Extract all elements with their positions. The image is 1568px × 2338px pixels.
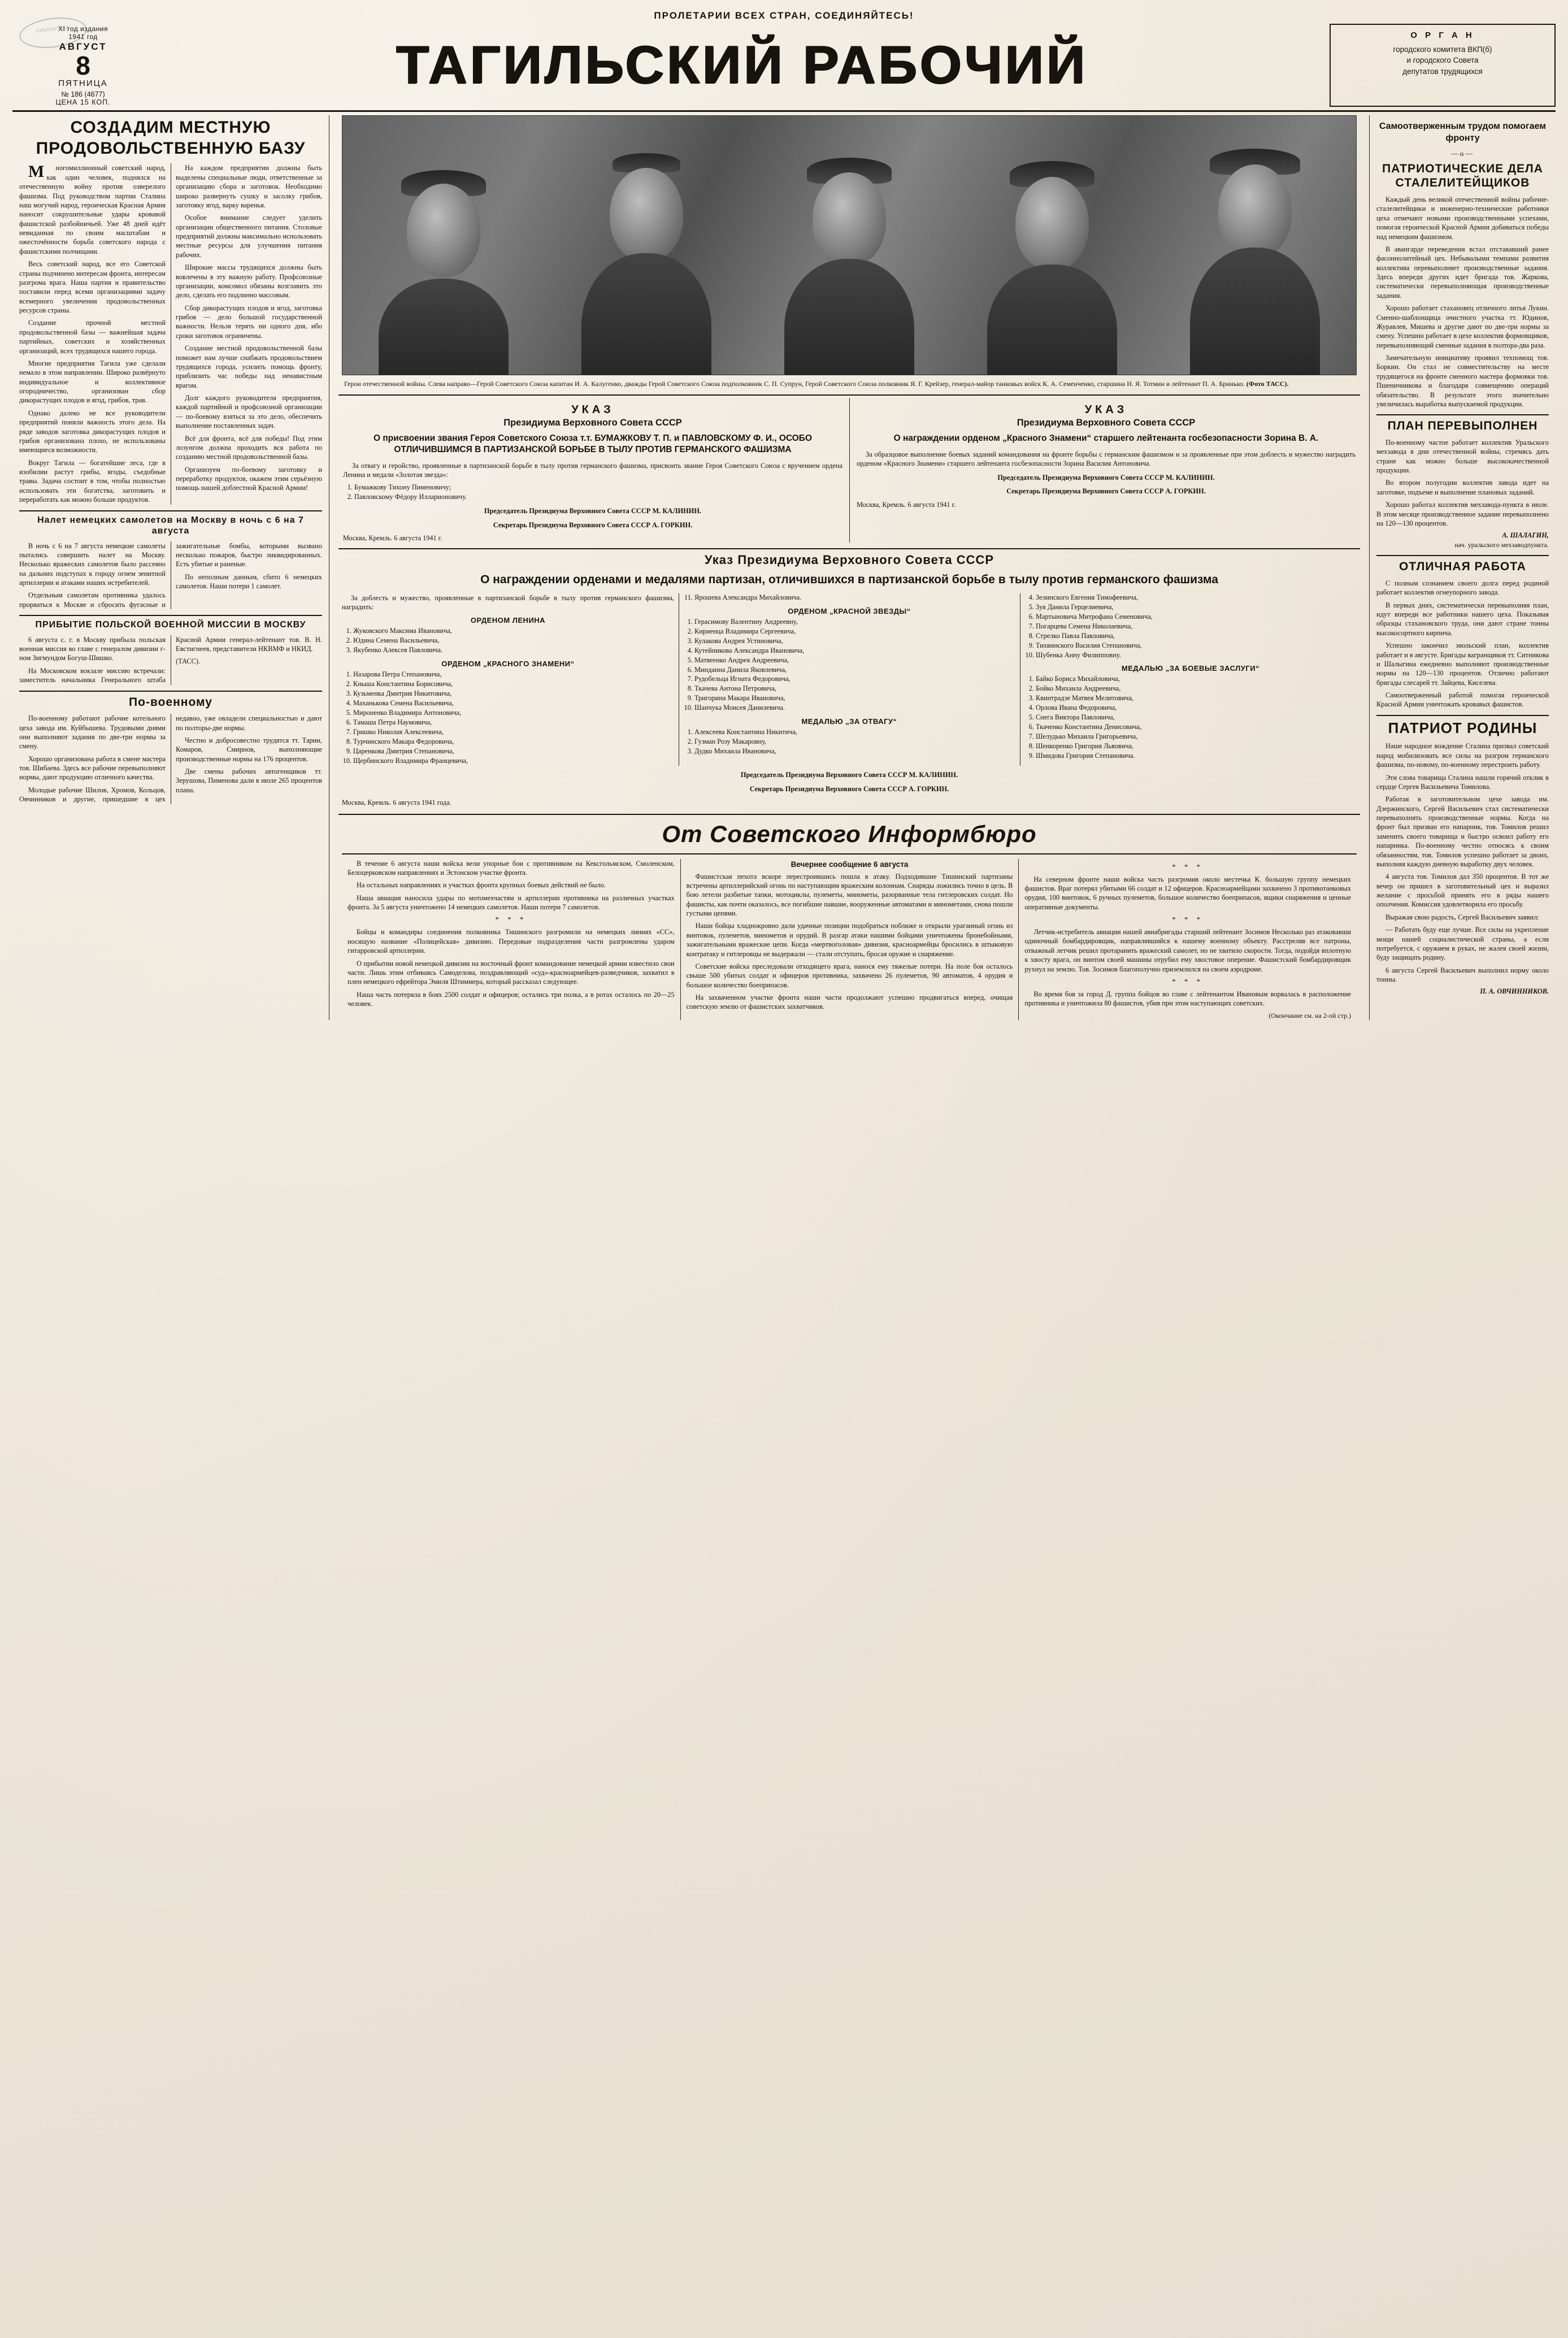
decree2-headline: О награждении орденом „Красного Знамени“ старшего лейтенанта госбезопасности Зорина В. А. [893,433,1319,443]
decree3-name: 10. Шубенка Анну Филипповну. [1036,651,1357,660]
heroes-photo-wrap [336,115,1362,389]
sovinform-paragraph: Бойцы и командиры соединения полковника Тишинского разгромили на немецких линиях «СС», носящую название «Полицейская» дивизию. Передовые подразделения части разгромлены ударом гитарровской артиллерии. [348,928,675,955]
decree3-name: 4. Орлова Ивана Федоровича, [1036,704,1357,713]
steelworkers-headline: ПАТРИОТИЧЕСКИЕ ДЕЛА СТАЛЕЛИТЕЙЩИКОВ [1382,162,1543,190]
decree2-body: За образцовое выполнение боевых заданий командования на фронте борьбы с германским фашизмом и за проявленные при этом доблесть и мужество наградить орденом «Красного Знамени» старшего лейтенанта госбезопасности Зорина Василия Антоновича. [857,450,1356,468]
masthead-date-block [12,24,154,107]
plan-paragraph: По-военному частое работает коллектив Уральского мехзавода в дни отечественной войны, стремясь дать стране как можно больше высококачественной продукции. [1376,438,1549,475]
decree3-name: 8. Турчинского Макара Федоровича, [353,738,674,747]
decree3-name: 9. Царенкова Дмитрия Степановича, [353,747,674,756]
patriot-paragraph: 4 августа тов. Томилов дал 350 процентов. В тот же вечер он пришел в заготовительный цех и выразил желание с просьбой принять его в ряды нашего ополчения. Комиссия удовлетворила его просьбу. [1376,873,1549,909]
decree1-name: 1. Бумажкову Тихону Пименовичу; [354,483,842,492]
sovinform-paragraph: Советские войска преследовали отходящего врага, нанося ему тяжелые потери. На поле боя осталось свыше 500 убитых солдат и офицеров противника, захвачено 26 пулеметов, 90 автоматов, 4 орудия и большое количество боеприпасов. [686,962,1013,989]
decree2-place: Москва, Кремль. 6 августа 1941 г. [857,501,956,509]
plan-byline: А. ШАЛАГИН, [1502,531,1549,540]
sovinformburo-section [336,821,1362,1020]
decree3-name: 3. Дудко Михаила Ивановича, [694,747,1015,756]
editorial-paragraph: Создание прочной местной продовольственной базы — важнейшая задача партийных, советских и хозяйственных организаций, всех трудящихся нашего города. [19,319,166,355]
decree3-group-names [683,618,1015,713]
masthead-month: АВГУСТ [59,41,107,53]
proletarians-slogan: ПРОЛЕТАРИИ ВСЕХ СТРАН, СОЕДИНЯЙТЕСЬ! [654,10,914,21]
decree3-name: 3. Кулакова Андрея Устиновича, [694,637,1015,646]
editorial-paragraph: Многомиллионный советский народ, как один человек, поднялся на отечественную войну против озверелого фашизма. Под руководством партии Сталина наш могучий народ, героическая Красная Армия наносит сокрушительные удары кровавой фашистской разбойничьей. Уже 48 дней идёт невиданная по своим масштабам и ожесточённости борьба советского народа с фашистскими полчищами. [19,162,166,255]
sovinform-separator: * * * [1172,977,1204,986]
decree1-place: Москва, Кремль. 6 августа 1941 г. [343,534,442,543]
sovinform-separator: * * * [495,915,527,924]
polish-mission-paragraph: 6 августа с. г. в Москву прибыла польская военная миссия во главе с генералом дивизии г-ном Зигмундом Богуш-Шишко. [19,635,166,662]
po-voennomu-paragraph: Молодые рабочие Шилов, Хромов, Кольцов, Овчинников и другие, пришедшие в цех недавно, уже овладели специальностью и дают по полторы-две нормы. [19,714,322,804]
polish-mission-paragraph: На Московском вокзале миссию встречали: заместитель начальника Генерального штаба Красной Армии генерал-лейтенант тов. В. Н. Евстигнеев, представители НКВМФ и НКИД. [19,635,322,684]
patriot-headline: ПАТРИОТ РОДИНЫ [1388,719,1537,736]
decree3-name: 9. Шмидова Григория Степановича. [1036,752,1357,761]
air-raid-paragraph: По неполным данным, сбито 6 немецких самолетов. Наши потери 1 самолет. [176,572,322,591]
sovinform-paragraph: Во время боя за город Д. группа бойцов во главе с лейтенантом Ивановым ворвалась в расположение противника и уничтожила 80 фашистов, убив при этом наступающих советских. [1024,990,1352,1008]
plan-paragraph: Во втором полугодии коллектив завода идет на заготовке, подъеме и выполнение плановых заданий. [1376,479,1549,496]
masthead-day: 8 [76,51,90,81]
decree3-name: 1. Жуковского Максима Ивановича, [353,627,674,636]
plan-paragraph: Хорошо работал коллектив мехзавода-пункта в июле. В этом месяце производственное задание перевыполнено на 120—130 процентов. [1376,501,1549,527]
decree3-name: 2. Бойко Михаила Андреевича, [1036,684,1357,693]
steelworkers-paragraph: Каждый день великой отечественной войны рабочие-сталелитейщики и инженерно-технические работники цеха отмечают новыми производственными успехами, помогая героической Красной Армии добиваться победы над немецким фашизмом. [1376,196,1549,241]
excellent-work-paragraph: Успешно закончил июльский план, коллектив работает и в августе. Бригады вагранщиков тт. Ситникова и Шалыгина ежедневно выполняют производственные нормы на 120—130 процентов. Отлично работают бригады слесарей тт. Зайцева, Киселева. [1376,641,1549,687]
decree1-sign-secretary: Секретарь Президиума Верховного Совета СССР А. ГОРКИН. [493,520,693,529]
left-column [12,115,329,1020]
editorial-paragraph: Сбор дикорастущих плодов и ягод, заготовка грибов — дело большой государственной важности. Нельзя терять ни одного дня, ибо сроки заготовок ограничены. [176,303,322,340]
sovinform-paragraph: На остальных направлениях и участках фронта крупных боевых действий не было. [357,881,606,890]
decree3-headline: О награждении орденами и медалями партизан, отличившихся в партизанской борьбе в тылу против германского фашизма [480,573,1218,587]
decree3-group-title: ОРДЕНОМ „КРАСНОЙ ЗВЕЗДЫ“ [788,606,911,615]
editorial-paragraph: Особое внимание следует уделить организации общественного питания. Столовые предприятий должны максимально использовать местные ресурсы для улучшения питания рабочих. [176,214,322,259]
sovinform-paragraph: Наша авиация наносила удары по мотомехчастям и артиллерии противника на различных участках фронта. За 5 августа уничтожено 14 немецких самолетов. Наши потери 7 самолетов. [348,893,675,912]
air-raid-paragraph: В ночь с 6 на 7 августа немецкие самолеты пытались совершить налет на Москву. Несколько вражеских самолетов было рассеяно на дальних подступах к городу огнем зенитной артиллерии и атаками наших истребителей. [19,541,166,587]
editorial-paragraph: Долг каждого руководителя предприятия, каждой партийной и профсоюзной организации — по-боевому взяться за это дело, обеспечить выполнение поставленных задач. [176,394,322,430]
decree3-group-names [342,627,674,655]
excellent-work-paragraph: Самоотверженный работой помогая героической Красной Армии уничтожать кровавых фашистов. [1376,691,1549,709]
masthead-weekday: ПЯТНИЦА [58,79,108,89]
steelworkers-paragraph: Хорошо работает стахановец отличного литья Лукин. Сменно-шаблонщица очистного участка тт. Юдинов, Журавлев, Мишева и другие дают по две-три нормы за смену. Успешно работает в цехе коллектив формовщиков, перевыполняющий сменные задания в полтора-два раза. [1376,304,1549,349]
photo-grain [342,116,1356,375]
decree3-group-title: ОРДЕНОМ ЛЕНИНА [470,616,546,625]
photo-caption-text: Герои отечественной войны. Слева направо—Герой Советского Союза капитан И. А. Калугенко, дважды Герой Советского Союза подполковник С. П. Супрун, Герой Советского Союза полковник Я. Г. Крейзер, генерал-майор танковых войск К. А. Семенченко, старшина Н. Я. Тотмин и лейтенант П. А. Бринько. [344,380,1245,388]
po-voennomu-paragraph: По-военному работают рабочие котельного цеха завода им. Куйбышева. Трудовыми днями они выполняют задания по две-три нормы за смену. [19,714,166,751]
decree3-lists [342,593,1357,766]
sovinform-continuation: (Окончание см. на 2-ой стр.) [1269,1011,1352,1020]
decree3-name: 5. Матвеенко Андрея Андреевича, [694,656,1015,665]
editorial-paragraph: Всё для фронта, всё для победы! Под этим лозунгом должна проходить вся работа по созданию местной продовольственной базы. [176,434,322,461]
decree3-intro: За доблесть и мужество, проявленные в партизанской борьбе в тылу против германского фашизма, наградить: [342,593,674,611]
decree3-name: 6. Минданна Данила Яковлевича, [694,666,1015,675]
steelworkers-paragraph: В авангарде переведения встал отстававший ранее фасоннолитейный цех. Небывалыми темпами развития коллектива перевыполняет производственные задания. Здесь впереди других идет бригада тов. Жаркова, систематически перевыполняющая производственные задания. [1376,245,1549,300]
editorial-paragraph: На каждом предприятии должны быть выделены специальные люди, ответственные за организацию сбора и заготовок. Необходимо широко развернуть сушку и засолку грибов, заготовку ягод, варку варенья. [176,164,322,209]
sovinform-paragraph: О прибытии новой немецкой дивизии на восточный фронт командование немецкой армии известило свои части. Лишь этим отбиваясь Самоделова, поздравляющий «суд»-красноармейцев-разведчиков, захватил в плен немецкого ефрейтора Эмиля Штиммера, который рассказал следующее. [348,959,675,986]
decree3-name: 9. Тригорина Макара Ивановича, [694,694,1015,703]
decree3-group-names [1024,675,1357,761]
masthead [12,24,1556,112]
excellent-work-headline: ОТЛИЧНАЯ РАБОТА [1399,560,1526,574]
sovinform-separator: * * * [1172,915,1204,924]
decree3-name: 2. Кныша Константина Борисовича, [353,680,674,689]
heroes-photo [342,115,1357,375]
masthead-issue-number: № 186 (4677) [61,90,105,98]
patriot-paragraph: 6 августа Сергей Васильевич выполнил норму около тонны. [1376,966,1549,984]
decree1-names [343,483,842,502]
decree3-place: Москва, Кремль. 6 августа 1941 года. [342,798,451,806]
po-voennomu-paragraph: Честно и добросовестно трудятся тт. Тарин, Комаров, Смирнов, выполняющие производственные нормы на 176 процентов. [176,736,322,763]
sovinform-paragraph: Наши бойцы хладнокровно дали удачные позиции подобраться поближе и открыли ураганный огонь из винтовок, пулеметов, минометов и орудий. В разгар атаки нашими бойцами уничтожены бронебойными, зажигательными вражеские цепи. Когда «мертвоголовая» дивизия, красноармейцы бросились в штыковую контратаку и гитлеровцы не выдержали — стали отступать, бросая оружие и снаряжение. [686,922,1013,958]
decree3-name: 4. Зелинского Евгения Тимофеевича, [1036,593,1357,602]
sovinform-paragraph: Фашистская пехота вскоре перестроившись пошла в атаку. Подходившие Тишинский партизаны встречены артиллерийский огонь по наступающим вражеским колоннам. Снаряды ложились точно в цель. В бою летели разбитые тапки, мотоциклы, пулеметы, минометы, разорванные тела гитлеровских солдат. Но фашисты, как почти оказалось, все погибшие павшие, вооруженные автоматами и минометами, снова пошли густыми цепями. [686,872,1013,918]
decree3-name: 7. Шелудько Михаила Григорьевича, [1036,732,1357,741]
decree3-name: 4. Маханькова Семена Васильевича, [353,699,674,708]
decree2-sign-chairman: Председатель Президиума Верховного Совета СССР М. КАЛИНИН. [997,473,1215,482]
polish-mission-headline: ПРИБЫТИЕ ПОЛЬСКОЙ ВОЕННОЙ МИССИИ В МОСКВУ [35,620,306,630]
editorial-paragraph: Многие предприятия Тагила уже сделали немало в этом направлении. Широко развёрнуто индивидуальное и коллективное огородничество, организован сбор дикорастущих плодов и ягод, грибов, трав. [19,359,166,405]
masthead-price: ЦЕНА 15 КОП. [55,98,111,107]
decree3-name: 7. Рудобельца Игната Федоровича, [694,675,1015,684]
decree3-name: 9. Тихвинского Василия Степановича, [1036,641,1357,650]
sovinform-col-3 [1018,859,1357,1020]
right-separator: —о— [1450,149,1475,158]
decree3-sign-chairman: Председатель Президиума Верховного Совета СССР М. КАЛИНИН. [740,771,958,779]
decree3-name: 1. Байко Бориса Михайловича, [1036,675,1357,684]
sovinformburo-title: От Советского Информбюро [662,820,1037,847]
decree3-name: 2. Гузман Розу Макаровну, [694,738,1015,747]
decree3-name: 10. Шанчука Моисея Данилевича. [694,704,1015,713]
decrees-row [336,398,1362,543]
decree3-name: 2. Юдина Семена Васильевича, [353,636,674,645]
decree3-name: 5. Зуя Данила Герцелиевича, [1036,603,1357,612]
organ-line-1: городского комитета ВКП(б) [1393,45,1492,54]
air-raid-body [19,541,322,610]
excellent-work-paragraph: В первых днях, систематически перевыполняя план, идут впереди все работники нашего цеха. Показывая образцы стахановского труда, они дают стране тонны высокосортного кирпича. [1376,601,1549,637]
decree3-name: 8. Ткачева Антона Петровича, [694,684,1015,693]
po-voennomu-body [19,714,322,804]
decree3-group-title: ОРДЕНОМ „КРАСНОГО ЗНАМЕНИ“ [441,660,575,669]
decree1-body: За отвагу и геройство, проявленные в партизанской борьбе в тылу против германского фашизма, присвоить звание Героя Советского Союза с вручением ордена Ленина и медали «Золотая звезда»: [343,462,842,479]
decree3-name: 1. Назарова Петра Степановича, [353,670,674,679]
decree-ukaz-2 [849,398,1362,543]
editorial-headline: СОЗДАДИМ МЕСТНУЮ ПРОДОВОЛЬСТВЕННУЮ БАЗУ [36,118,306,158]
decree3-group-title: МЕДАЛЬЮ „ЗА БОЕВЫЕ ЗАСЛУГИ“ [1121,664,1260,673]
sovinform-col-1 [342,859,680,1020]
decree3-kicker: Указ Президиума Верховного Совета СССР [704,553,994,567]
po-voennomu-paragraph: Хорошо организована работа в смене мастера тов. Шибаева. Здесь все рабочие перевыполняют нормы, дают продукцию отличного качества. [19,754,166,782]
photo-credit: (Фото ТАСС). [1246,380,1289,388]
organ-label: О Р Г А Н [1410,31,1475,40]
decree2-subtitle: Президиума Верховного Совета СССР [1017,417,1196,428]
editorial-paragraph: Однако далеко не все руководители предприятий поняли важность этого дела. На ряде заводов заготовка дикорастущих плодов и грибов организована плохо, не использованы имеющиеся возможности. [19,409,166,454]
sovinform-paragraph: На захваченном участке фронта наши части продолжают успешно продвигаться вперед, очищая советскую землю от фашистских захватчиков. [686,994,1013,1011]
decree3-name: 3. Якубенко Алексея Павловича. [353,646,674,655]
sovinformburo-columns [342,859,1357,1020]
decree-ukaz-1 [336,398,849,543]
editorial-paragraph: Создание местной продовольственной базы поможет нам лучше снабжать продовольствием трудящихся города, усилить помощь фронту, приблизить час победы над ненавистным врагом. [176,344,322,389]
decree3-name: 3. Квинтрадзе Матвея Мелитовича, [1036,694,1357,703]
patriot-paragraph: Работая в заготовительном цехе завода им. Дзержинского, Сергей Васильевич стал систематически перевыполнять производственные нормы. Когда на фронт был призван его напарник, тов. Томилов решил заменить своего товарища и быстро освоил работу его напарника. По-военному честно относясь к своим обязанностям, тов. Томилов успешно работает за двоих, выполняя каждую дневную выработку двух человек. [1376,795,1549,868]
sovinform-paragraph: Летчик-истребитель авиации нашей авиабригады старший лейтенант Зосимов Несколько раз атаковавши одиночный бомбардировщик, направлявшийся к нашему военному объекту. Расстреляв все патроны, отважный летчик решил протаранить вражеский самолет, но не хватило скорости. Тогда, подойдя вплотную к хвосту врага, он винтом своей машины отрубил ему хвостовое оперение. Фашистский бомбардировщик рухнул на землю. Тов. Зосимов благополучно приземлился на своем аэродроме. [1024,928,1352,973]
patriot-paragraph: Выражая свою радость, Сергей Васильевич заявил: [1385,913,1539,921]
decree1-headline: О присвоении звания Героя Советского Союза т.т. БУМАЖКОВУ Т. П. и ПАВЛОВСКОМУ Ф. И., ОСОБО ОТЛИЧИВШИМСЯ В ПАРТИЗАНСКОЙ БОРЬБЕ В ТЫЛУ ПРОТИВ ГЕРМАНСКОГО ФАШИЗМА [373,433,812,454]
air-raid-headline: Налет немецких самолетов на Москву в ночь с 6 на 7 августа [37,515,304,536]
main-band [12,115,1556,1020]
decree3-name: 8. Шенкоренко Григория Львовича, [1036,742,1357,751]
decree3-name: 5. Снега Виктора Павловича, [1036,713,1357,722]
patriot-byline: П. А. ОВЧИННИКОВ. [1480,987,1549,996]
po-voennomu-headline: По-военному [129,695,212,709]
editorial-body [19,163,322,504]
decree3-sign-secretary: Секретарь Президиума Верховного Совета СССР А. ГОРКИН. [749,784,949,793]
decree3-name: 8. Стрелко Павла Павловича, [1036,632,1357,641]
plan-byline-role: нач. уральского мехзаводпункта. [1454,541,1549,549]
decree1-subtitle: Президиума Верховного Совета СССР [503,417,682,428]
decree3-group-title: МЕДАЛЬЮ „ЗА ОТВАГУ“ [801,717,897,726]
decree3-name: 4. Кутейникова Александра Ивановича, [694,647,1015,656]
patriot-paragraph: Наше народное вождение Сталина призвал советский народ мобилизовать все силы на разгром германского фашизма, по-новому, по-военному перестроить работу. [1376,742,1549,769]
sovinform-separator: * * * [1172,862,1204,871]
right-column [1369,115,1556,1020]
decree3-name: 5. Мироненко Владимира Антоновича, [353,709,674,718]
patriot-paragraph: — Работать буду еще лучше. Все силы на укрепление мощи нашей социалистической страны, а если потребуется, с оружием в руках, не жалея своей жизни, буду защищать родину. [1376,926,1549,962]
decree2-kicker: УКАЗ [1084,403,1128,416]
page-title: ТАГИЛЬСКИЙ РАБОЧИЙ [396,35,1088,96]
polish-mission-body [19,635,322,685]
editorial-paragraph: Широкие массы трудящихся должны быть вовлечены в эту важную работу. Профсоюзные организации, комсомол обязаны возглавить это дело, сделать его подлинно массовым. [176,263,322,300]
organ-line-2: и городского Совета [1406,56,1479,65]
decree3-name: 6. Ткаченко Константина Денисовича, [1036,723,1357,732]
polish-mission-agency: (ТАСС). [176,657,201,666]
decree3-name: 7. Погарцева Семена Николаевича, [1036,622,1357,631]
sovinform-paragraph: Наша часть потеряла в боях 2500 солдат и офицеров; остались три полка, а в ротах осталось по 20—25 человек. [348,990,675,1008]
center-column [329,115,1369,1020]
library-stamp: БИБЛИОТЕКА [18,14,88,51]
decree3-name: 11. Ярошева Александра Михайловича. [694,593,1015,602]
patriot-paragraph: Эти слова товарища Сталина нашли горячий отклик в сердце Сергея Васильевича Томилова. [1376,773,1549,791]
right-kicker: Самоотверженным трудом помогаем фронту [1379,122,1547,144]
decree1-kicker: УКАЗ [571,403,614,416]
decree3-name: 1. Герасимову Валентину Андреевну, [694,618,1015,627]
decree3-name: 6. Мартыновича Митрофана Семеновича, [1036,613,1357,622]
sovinform-col-2 [680,859,1019,1020]
sovinform-evening-head: Вечернее сообщение 6 августа [790,860,909,869]
masthead-organ-box [1330,24,1556,107]
masthead-year2: 1941 год [68,33,98,41]
decree3-name: 1. Алексеева Константина Никитича, [694,728,1015,737]
photo-caption [344,380,1354,389]
air-raid-paragraph: Отдельным самолетам противника удалось прорваться к Москве и сбросить фугасные и зажигательные бомбы, которыми вызвано несколько пожаров, быстро ликвидированных. Есть убитые и раненые. [19,541,322,609]
decree1-sign-chairman: Председатель Президиума Верховного Совета СССР М. КАЛИНИН. [484,506,702,515]
decree1-name: 2. Павловскому Фёдору Илларионовичу. [354,493,842,502]
masthead-title-wrap [159,24,1324,107]
excellent-work-paragraph: С полным сознанием своего долга перед родиной работает коллектив огнеупорного завода. [1376,579,1549,597]
decree3-name: 6. Тамаша Петра Наумовича, [353,718,674,727]
decree3-name: 10. Щербинского Владимира Францевича, [353,757,674,766]
decree3-name: 7. Гришко Николая Алексеевича, [353,728,674,737]
sovinform-paragraph: На северном фронте наши войска часть разгромив около местечка К. большую группу немецких фашистов. Враг потерял убитыми 66 солдат и 12 офицеров. Красноармейцами захвачено 3 противотанковых орудия, 100 винтовок, 6 ручных пулеметов, большое количество боеприпасов, ящики снаряжения и ценные оперативные документы. [1024,875,1352,911]
plan-overfulfilled-headline: ПЛАН ПЕРЕВЫПОЛНЕН [1387,419,1538,433]
decree3-name: 2. Кириенца Владимира Сергеевича, [694,627,1015,636]
editorial-paragraph: Вокруг Тагила — богатейшие леса, где в изобилии растут грибы, ягоды, съедобные травы. Задача состоит в том, чтобы полностью использовать эти богатства, заготовить и переработать как можно больше продуктов. [19,458,166,504]
organ-line-3: депутатов трудящихся [1402,67,1483,76]
decree2-sign-secretary: Секретарь Президиума Верховного Совета СССР А. ГОРКИН. [1006,487,1206,496]
decree-ukaz-3 [336,553,1362,806]
editorial-paragraph: Организуем по-боевому заготовку и переработку продуктов, окажем этим серьёзную помощь нашей доблестной Красной Армии! [176,465,322,492]
editorial-paragraph: Весь советский народ, все его Советской страны подчинено интересам фронта, интересам разгрома врага. Наша партия и правительство поставили перед всеми организациями задачу всемерного увеличения продовольственных ресурсов страны. [19,260,166,315]
decree3-name: 3. Кузьменка Дмитрия Никитовича, [353,689,674,699]
po-voennomu-paragraph: Две смены рабочих автогенщиков тт. Зерушова, Пименова дали в июле 265 процентов плана. [176,767,322,794]
masthead-year: XI год издания [58,25,108,33]
steelworkers-paragraph: Замечательную инициативу проявил техпомощ тов. Боркин. Он стал не совместительству на месте трудящегося на фронте сменного мастера формовки тов. Пшеничникова и благодаря совмещению операций обязательство. В результате этого значительно увеличилась выработка выпускаемой продукции. [1376,354,1549,408]
sovinform-paragraph: В течение 6 августа наши войска вели упорные бои с противником на Кексгольмском, Смоленском, Белоцерковском направлениях и Эстонском участке фронта. [348,859,675,877]
